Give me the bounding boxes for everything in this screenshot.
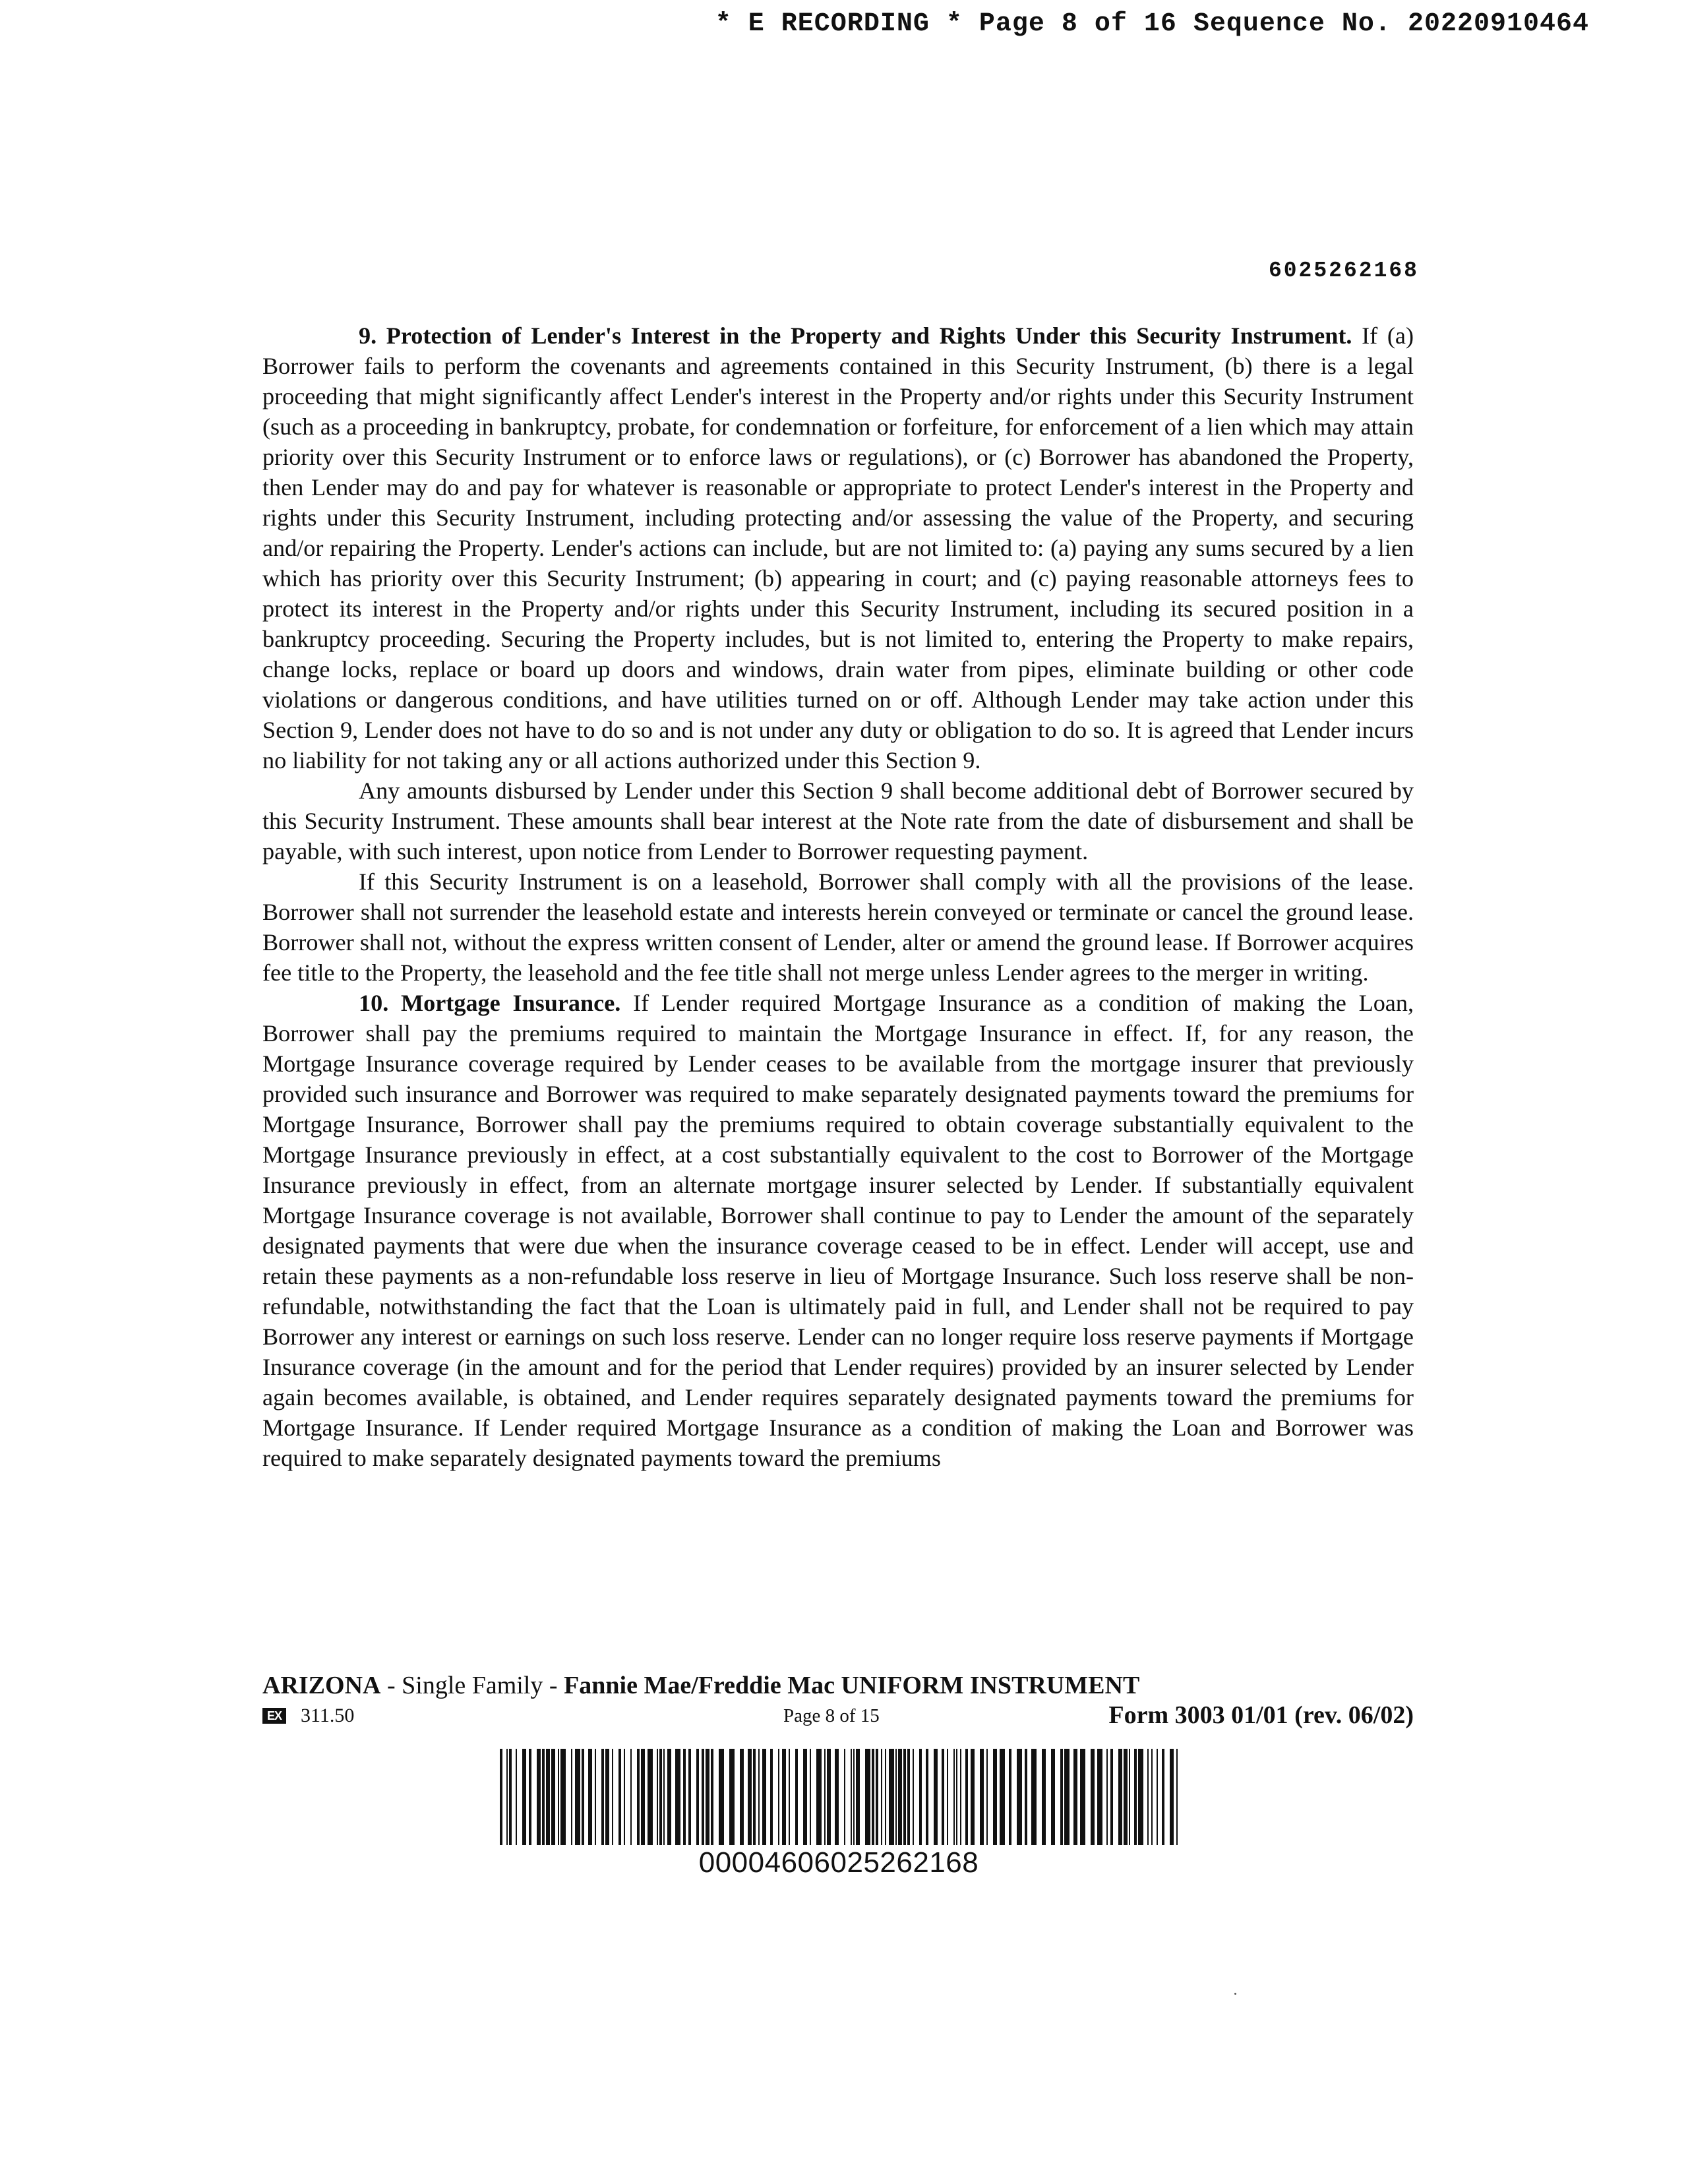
footer-separator: -: [380, 1672, 402, 1699]
page-indicator: Page 8 of 15: [783, 1705, 880, 1726]
recording-header: * E RECORDING * Page 8 of 16 Sequence No. 20220910464: [715, 9, 1589, 39]
ellie-mae-logo-icon: EX: [262, 1708, 286, 1724]
section-9-paragraph-2: Any amounts disbursed by Lender under this Section 9 shall become additional debt of Borrower secured by this Security Instrument. These amounts shall bear interest at the Note rate from the date of disbursement and shall be payable, with such interest, upon notice from Lender to Borrower requesting payment.: [262, 777, 1414, 864]
form-number: Form 3003 01/01 (rev. 06/02): [1108, 1701, 1414, 1729]
form-title: [262, 1671, 1414, 1700]
section-10-text-1: If Lender required Mortgage Insurance as a condition of making the Loan, Borrower shall pay the premiums required to maintain the Mortgage Insurance in effect. If, for any reason, the Mortgage Insurance coverage required by Lender ceases to be available from the mortgage insurer that previously provided such insurance and Borrower was required to make separately designated payments toward the premiums for Mortgage Insurance, Borrower shall pay the premiums required to obtain coverage substantially equivalent to the Mortgage Insurance previously in effect, at a cost substantially equivalent to the cost to Borrower of the Mortgage Insurance previously in effect, from an alternate mortgage insurer selected by Lender. If substantially equivalent Mortgage Insurance coverage is not available, Borrower shall continue to pay to Lender the amount of the separately designated payments that were due when the insurance coverage ceased to be in effect. Lender will accept, use and retain these payments as a non-refundable loss reserve in lieu of Mortgage Insurance. Such loss reserve shall be non-refundable, notwithstanding the fact that the Loan is ultimately paid in full, and Lender shall not be required to pay Borrower any interest or earnings on such loss reserve. Lender can no longer require loss reserve payments if Mortgage Insurance coverage (in the amount and for the period that Lender requires) provided by an insurer selected by Lender again becomes available, is obtained, and Lender requires separately designated payments toward the premiums for Mortgage Insurance. If Lender required Mortgage Insurance as a condition of making the Loan and Borrower was required to make separately designated payments toward the premiums: [262, 990, 1414, 1471]
loan-number: 6025262168: [1268, 258, 1419, 283]
footer-family: Single Family: [402, 1672, 543, 1699]
section-9-heading: 9. Protection of Lender's Interest in the Property and Rights Under this Security Instrument.: [359, 322, 1352, 349]
form-code: 311.50: [301, 1705, 355, 1726]
footer-state: ARIZONA: [262, 1672, 381, 1699]
section-10-heading: 10. Mortgage Insurance.: [359, 990, 621, 1016]
footer-instrument: Fannie Mae/Freddie Mac UNIFORM INSTRUMENT: [564, 1672, 1140, 1699]
footer-separator: -: [543, 1672, 564, 1699]
footer-row: [262, 1701, 1414, 1732]
barcode-icon: [500, 1749, 1178, 1845]
scan-speck: [1234, 1993, 1236, 1995]
barcode-number: 00004606025262168: [698, 1846, 979, 1879]
section-9-text-1: If (a) Borrower fails to perform the covenants and agreements contained in this Security Instrument, (b) there is a legal proceeding that might significantly affect Lender's interest in the Property and/or rights under this Security Instrument (such as a proceeding in bankruptcy, probate, for condemnation or forfeiture, for enforcement of a lien which may attain priority over this Security Instrument or to enforce laws or regulations), or (c) Borrower has abandoned the Property, then Lender may do and pay for whatever is reasonable or appropriate to protect Lender's interest in the Property and rights under this Security Instrument, including protecting and/or assessing the value of the Property, and securing and/or repairing the Property. Lender's actions can include, but are not limited to: (a) paying any sums secured by a lien which has priority over this Security Instrument; (b) appearing in court; and (c) paying reasonable attorneys fees to protect its interest in the Property and/or rights under this Security Instrument, including its secured position in a bankruptcy proceeding. Securing the Property includes, but is not limited to, entering the Property to make repairs, change locks, replace or board up doors and windows, drain water from pipes, eliminate building or other code violations or dangerous conditions, and have utilities turned on or off. Although Lender may take action under this Section 9, Lender does not have to do so and is not under any duty or obligation to do so. It is agreed that Lender incurs no liability for not taking any or all actions authorized under this Section 9.: [262, 322, 1414, 774]
document-body: [262, 320, 1414, 1473]
section-10-paragraph-1: [262, 988, 1414, 1473]
section-9-paragraph-3: If this Security Instrument is on a leasehold, Borrower shall comply with all the provisions of the lease. Borrower shall not surrender the leasehold estate and interests herein conveyed or terminate or cancel the ground lease. Borrower shall not, without the express written consent of Lender, alter or amend the ground lease. If Borrower acquires fee title to the Property, the leasehold and the fee title shall not merge unless Lender agrees to the merger in writing.: [262, 868, 1414, 986]
section-9-paragraph-1: [262, 320, 1414, 775]
form-footer: [262, 1671, 1414, 1732]
